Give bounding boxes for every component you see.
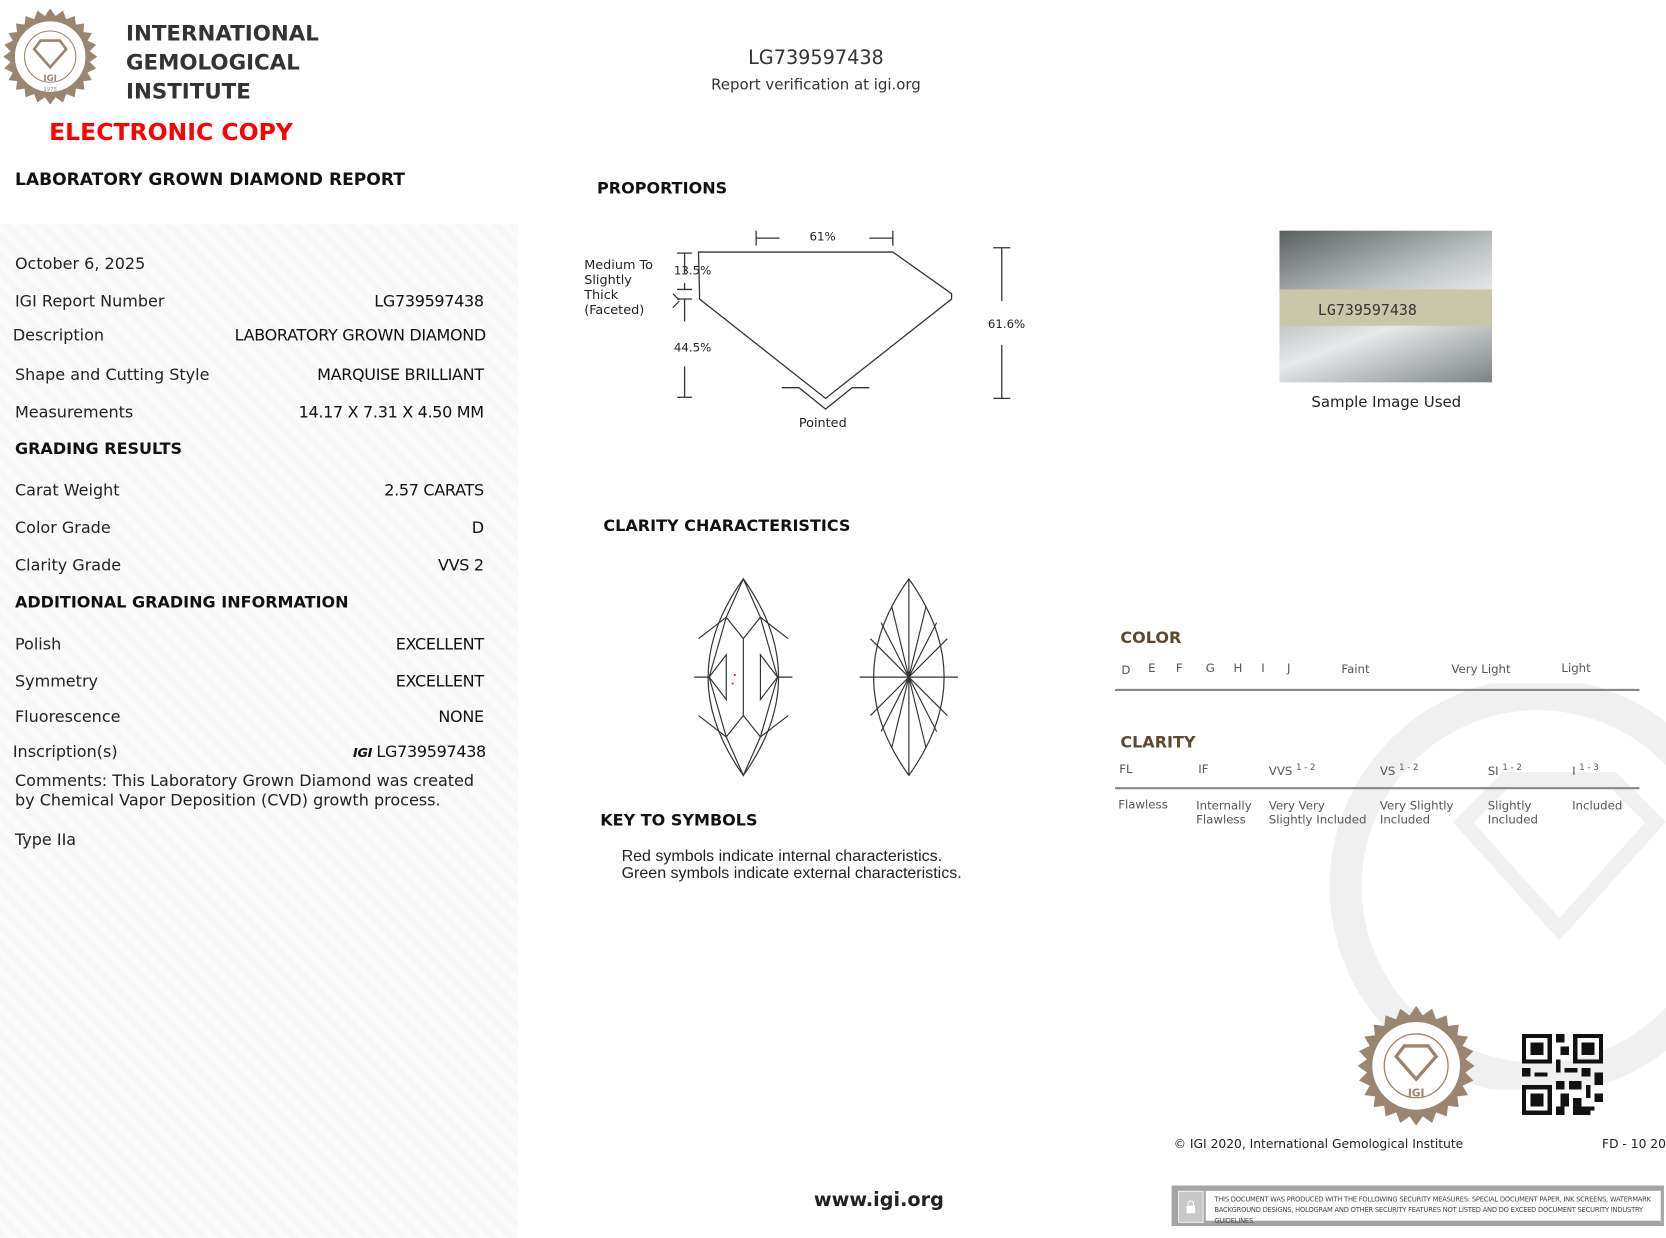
clarity-grade-vs: VS $^{1 - 2}$ bbox=[1379, 762, 1419, 779]
color-grade-e: E bbox=[1148, 661, 1156, 675]
value-symmetry: EXCELLENT bbox=[395, 671, 484, 691]
sample-inscription-text: LG739597438 bbox=[1317, 302, 1417, 320]
color-grade-j: J bbox=[1286, 661, 1291, 675]
color-grade-f: F bbox=[1175, 661, 1183, 675]
value-carat: 2.57 CARATS bbox=[384, 480, 484, 500]
clarity-desc-if: Internally Flawless bbox=[1196, 798, 1252, 827]
color-grade-g: G bbox=[1205, 661, 1215, 675]
color-grade-h: H bbox=[1233, 661, 1243, 675]
value-fluorescence: NONE bbox=[438, 707, 484, 727]
org-name-line-2: GEMOLOGICAL bbox=[126, 49, 300, 75]
additional-info-title: ADDITIONAL GRADING INFORMATION bbox=[14, 592, 349, 612]
clarity-grade-i: I $^{1 - 3}$ bbox=[1572, 762, 1599, 779]
total-depth: 61.6% bbox=[987, 317, 1026, 332]
color-group-faint: Faint bbox=[1341, 662, 1370, 677]
verification-text: Report verification at igi.org bbox=[711, 76, 921, 94]
report-title: LABORATORY GROWN DIAMOND REPORT bbox=[14, 168, 405, 190]
color-group-very-light: Very Light bbox=[1451, 662, 1511, 677]
label-description: Description bbox=[12, 325, 105, 345]
key-to-symbols-title: KEY TO SYMBOLS bbox=[600, 810, 758, 830]
value-polish: EXCELLENT bbox=[395, 634, 484, 654]
security-notice-bar bbox=[1172, 1185, 1664, 1226]
clarity-scale-line bbox=[1115, 787, 1639, 789]
color-group-light: Light bbox=[1561, 661, 1591, 675]
culet-description: Pointed bbox=[798, 415, 847, 431]
color-scale-title: COLOR bbox=[1120, 627, 1182, 648]
value-measurements: 14.17 X 7.31 X 4.50 MM bbox=[298, 402, 484, 422]
website-link[interactable]: www.igi.org bbox=[813, 1188, 944, 1212]
label-polish: Polish bbox=[14, 634, 62, 654]
proportions-title: PROPORTIONS bbox=[597, 178, 728, 198]
value-color: D bbox=[471, 517, 484, 538]
label-color: Color Grade bbox=[14, 517, 111, 538]
label-symmetry: Symmetry bbox=[14, 671, 99, 691]
color-grade-d: D bbox=[1121, 663, 1131, 678]
lock-document-icon bbox=[1178, 1191, 1204, 1223]
igi-footer-seal bbox=[1356, 1006, 1476, 1126]
label-fluorescence: Fluorescence bbox=[14, 707, 121, 727]
verification-qr-code[interactable] bbox=[1522, 1034, 1603, 1115]
pavilion-depth: 44.5% bbox=[673, 340, 712, 355]
grading-results-title: GRADING RESULTS bbox=[14, 438, 183, 459]
color-grade-i: I bbox=[1261, 661, 1265, 675]
value-inscription: IGI LG739597438 bbox=[353, 742, 486, 762]
clarity-desc-i: Included bbox=[1572, 798, 1623, 813]
value-description: LABORATORY GROWN DIAMOND bbox=[234, 325, 486, 345]
girdle-description: Medium To Slightly Thick (Faceted) bbox=[584, 257, 654, 318]
clarity-scale-title: CLARITY bbox=[1120, 732, 1196, 752]
report-date: October 6, 2025 bbox=[14, 254, 146, 274]
report-number-header: LG739597438 bbox=[748, 46, 884, 70]
org-name-line-3: INSTITUTE bbox=[126, 77, 251, 104]
key-external: Green symbols indicate external characteristics. bbox=[621, 864, 962, 883]
electronic-copy-label: ELECTRONIC COPY bbox=[49, 119, 293, 147]
clarity-desc-fl: Flawless bbox=[1118, 797, 1168, 812]
copyright: © IGI 2020, International Gemological Institute bbox=[1173, 1136, 1464, 1152]
table-percent: 61% bbox=[809, 229, 836, 244]
clarity-grade-si: SI $^{1 - 2}$ bbox=[1487, 762, 1522, 779]
security-notice-text: THIS DOCUMENT WAS PRODUCED WITH THE FOLLOWING SECURITY MEASURES: SPECIAL DOCUMENT PAPER, INK SCREENS, WATERMARK BACKGROUND DESIGNS, HOLOGRAM AND OTHER SECURITY FEATURES NOT LISTED AND DO EXCEED DOCUMENT SECURITY INDUSTRY GUIDELINES. bbox=[1206, 1191, 1661, 1221]
value-report-number: LG739597438 bbox=[374, 291, 484, 311]
label-shape: Shape and Cutting Style bbox=[14, 365, 210, 385]
key-internal: Red symbols indicate internal characteristics. bbox=[621, 846, 943, 866]
sample-image-caption: Sample Image Used bbox=[1311, 394, 1462, 412]
clarity-desc-si: Slightly Included bbox=[1487, 798, 1538, 827]
comments: Comments: This Laboratory Grown Diamond was created by Chemical Vapor Deposition (CVD) growth process. bbox=[14, 771, 475, 810]
svg-text:1975: 1975 bbox=[43, 86, 57, 93]
proportions-diagram bbox=[566, 214, 1047, 449]
igi-mini-logo-icon: IGI bbox=[353, 745, 373, 761]
color-scale-line bbox=[1115, 689, 1639, 691]
svg-text:IGI: IGI bbox=[1407, 1086, 1425, 1100]
org-name-line-1: INTERNATIONAL bbox=[126, 20, 319, 46]
value-clarity: VVS 2 bbox=[438, 555, 484, 575]
clarity-grade-if: IF bbox=[1198, 762, 1209, 777]
crown-height: 13.5% bbox=[673, 263, 712, 278]
label-clarity: Clarity Grade bbox=[14, 555, 122, 575]
sample-inscription-image bbox=[1279, 231, 1492, 383]
clarity-desc-vvs: Very Very Slightly Included bbox=[1268, 798, 1367, 827]
diamond-type: Type IIa bbox=[14, 829, 77, 850]
label-report-number: IGI Report Number bbox=[14, 291, 165, 311]
clarity-desc-vs: Very Slightly Included bbox=[1379, 798, 1454, 827]
label-inscription: Inscription(s) bbox=[12, 742, 118, 762]
value-shape: MARQUISE BRILLIANT bbox=[317, 365, 484, 385]
marquise-crown-view bbox=[694, 579, 792, 776]
clarity-grade-fl: FL bbox=[1119, 762, 1133, 777]
marquise-plot-diagrams bbox=[684, 575, 972, 780]
form-code: FD - 10 20 bbox=[1601, 1136, 1666, 1152]
clarity-grade-vvs: VVS $^{1 - 2}$ bbox=[1268, 762, 1316, 779]
label-measurements: Measurements bbox=[14, 402, 134, 422]
clarity-characteristics-title: CLARITY CHARACTERISTICS bbox=[603, 515, 851, 536]
label-carat: Carat Weight bbox=[14, 480, 120, 500]
marquise-pavilion-view bbox=[860, 579, 958, 776]
svg-text:IGI: IGI bbox=[43, 74, 57, 85]
